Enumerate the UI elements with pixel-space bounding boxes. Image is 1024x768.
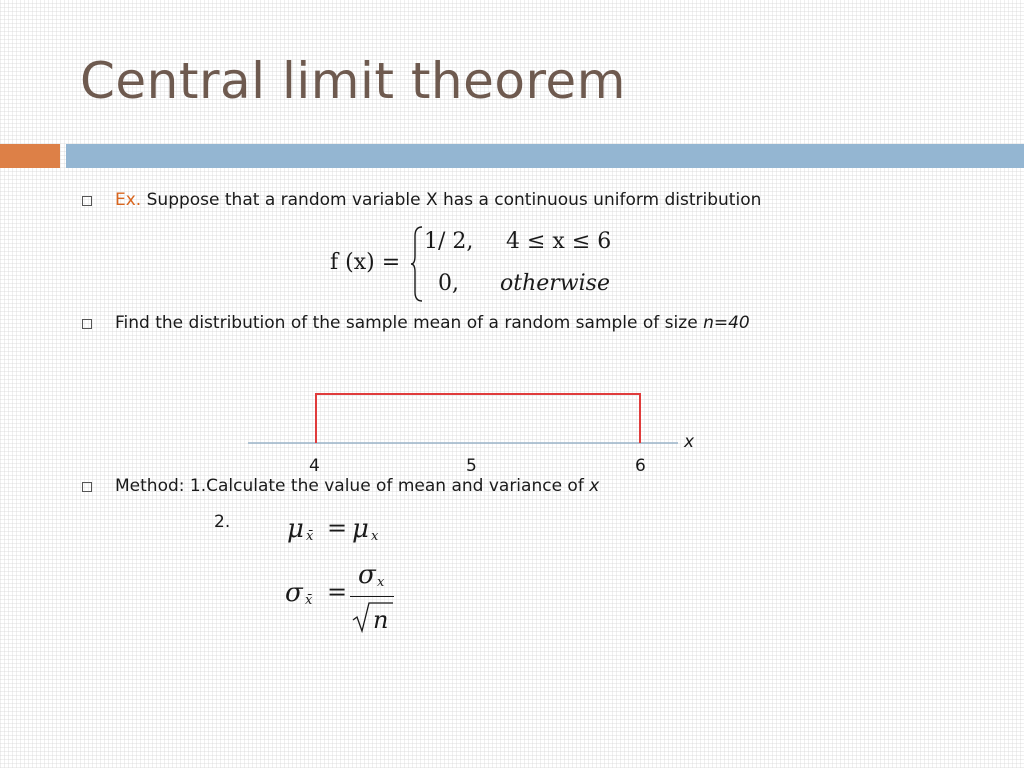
sd-lhs-subscript: x̄ (305, 593, 313, 608)
x-axis-label: x (684, 432, 695, 452)
mean-rhs-subscript: x (371, 529, 379, 544)
mean-rhs-symbol: μ (352, 514, 369, 544)
bullet-marker-icon (82, 482, 92, 492)
accent-bar (0, 144, 60, 168)
mean-equals: = (327, 514, 348, 542)
left-brace-icon (410, 226, 424, 302)
tick-label-5: 5 (466, 456, 477, 476)
header-bar (66, 144, 1024, 168)
density-line (316, 394, 640, 443)
sd-lhs-symbol: σ (285, 578, 303, 608)
pdf-lhs: f (x) = (330, 250, 401, 275)
sd-numerator-subscript: x (377, 575, 385, 590)
example-text: Suppose that a random variable X has a continuous uniform distribution (146, 190, 762, 210)
mean-lhs-symbol: μ (287, 514, 304, 544)
fraction-bar (350, 596, 394, 597)
sd-denominator: n (373, 606, 389, 634)
find-text: Find the distribution of the sample mean of a random sample of size (115, 313, 704, 333)
pdf-case1-value: 1/ 2, (424, 229, 474, 254)
bullet-marker-icon (82, 196, 92, 206)
step-2-label: 2. (214, 512, 231, 532)
sd-numerator-symbol: σ (358, 560, 376, 590)
bullet-find (115, 313, 750, 333)
uniform-distribution-plot (240, 380, 700, 460)
pdf-case2-value: 0, (438, 271, 459, 296)
method-variable: x (589, 476, 600, 496)
bullet-marker-icon (82, 319, 92, 329)
sd-equals: = (327, 578, 348, 606)
sample-size-label: n=40 (703, 313, 750, 333)
method-text: Method: 1.Calculate the value of mean and variance of (115, 476, 590, 496)
mean-lhs-subscript: x̄ (306, 529, 314, 544)
bullet-example (115, 190, 761, 210)
pdf-case2-condition: otherwise (500, 271, 610, 296)
tick-label-4: 4 (309, 456, 320, 476)
bullet-method (115, 476, 599, 496)
example-prefix: Ex. (115, 190, 142, 210)
pdf-case1-condition: 4 ≤ x ≤ 6 (506, 229, 612, 254)
slide-title: Central limit theorem (80, 52, 626, 110)
tick-label-6: 6 (635, 456, 646, 476)
